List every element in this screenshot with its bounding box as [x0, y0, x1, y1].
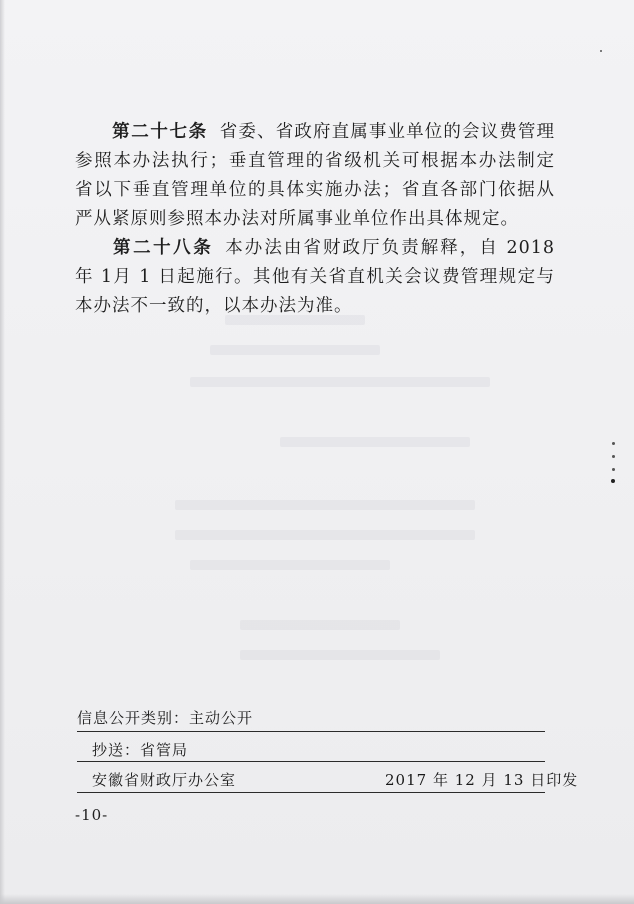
scan-speck: [600, 50, 602, 52]
bleed-through-mark: [175, 500, 475, 510]
scan-speck: [612, 468, 615, 471]
scan-speck: [612, 455, 615, 458]
page-number: -10-: [75, 806, 109, 824]
article-28-number: 第二十八条: [112, 238, 214, 258]
bleed-through-mark: [280, 437, 470, 447]
scan-shadow-left: [0, 0, 5, 904]
issue-date: 2017 年 12 月 13 日印发: [385, 771, 579, 789]
cc-recipients: 抄送：省管局: [92, 741, 189, 759]
article-27-text: 省委、省政府直属事业单位的会议费管理参照本办法执行；垂直管理的省级机关可根据本办法制定省以下垂直管理单位的具体实施办法；省直各部门依据从严从紧原则参照本办法对所属事业单位作出具体规定。: [75, 122, 556, 229]
article-28-text: 本办法由省财政厅负责解释，自 2018 年 1月 1 日起施行。其他有关省直机关会议费管理规定与本办法不一致的，以本办法为准。: [75, 238, 555, 316]
bleed-through-mark: [210, 345, 380, 355]
scan-shadow-bottom: [0, 894, 634, 904]
article-27-number: 第二十七条: [112, 122, 208, 142]
bleed-through-mark: [175, 530, 475, 540]
bleed-through-mark: [190, 560, 390, 570]
issuing-office: 安徽省财政厅办公室: [92, 771, 237, 789]
article-28: [75, 234, 555, 321]
footer-rule-middle: [77, 761, 545, 762]
article-27: [75, 118, 555, 234]
footer-rule-top: [77, 731, 545, 732]
disclosure-category: 信息公开类别：主动公开: [77, 709, 254, 727]
bleed-through-mark: [240, 620, 400, 630]
scan-speck: [612, 442, 615, 445]
footer-rule-bottom: [77, 792, 545, 793]
scan-speck: [611, 479, 615, 483]
bleed-through-mark: [240, 650, 440, 660]
bleed-through-mark: [190, 377, 490, 387]
